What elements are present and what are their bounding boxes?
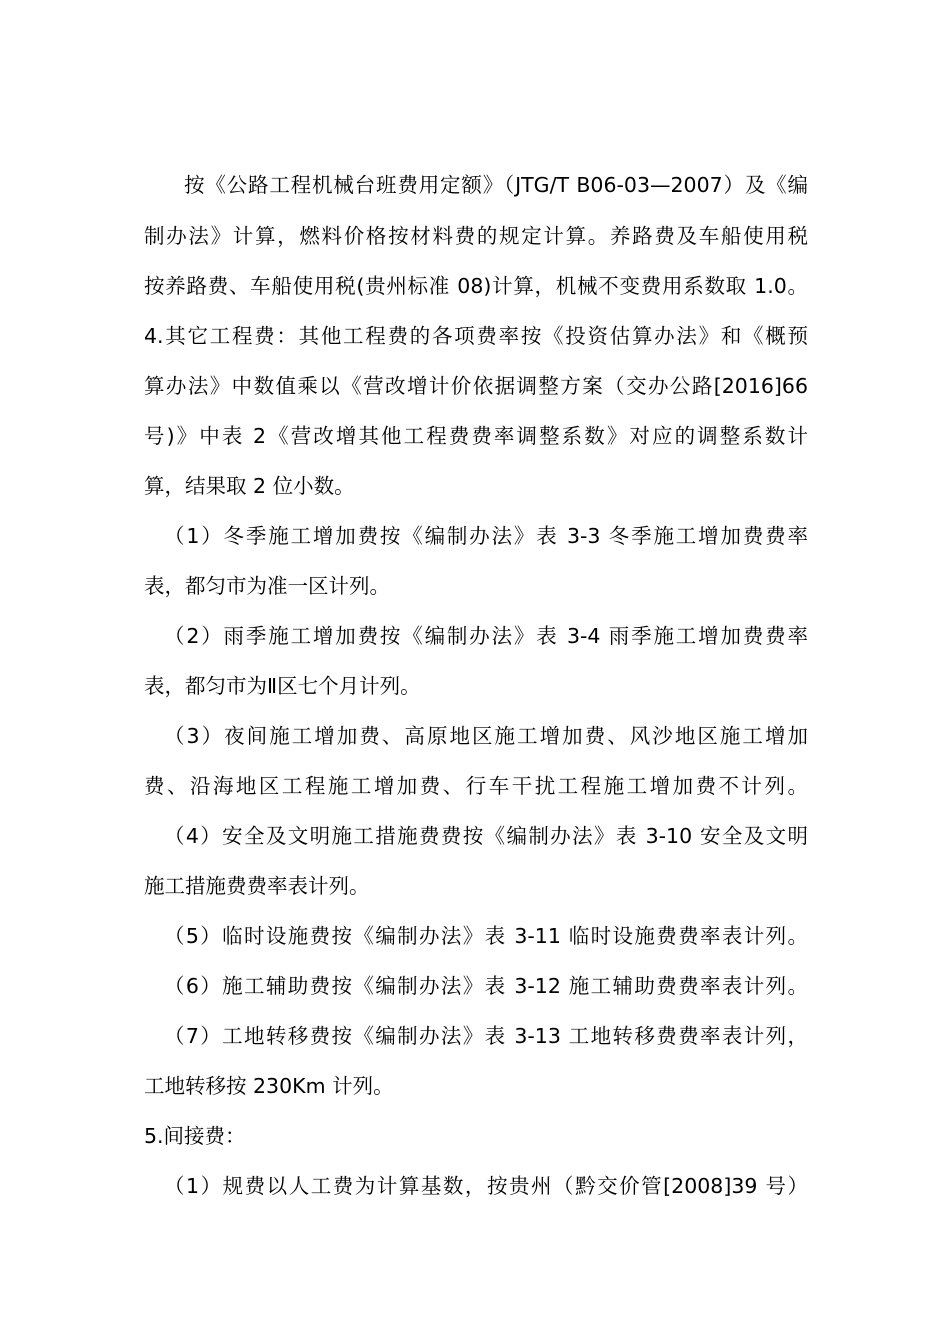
text-line: （1）规费以人工费为计算基数，按贵州（黔交价管[2008]39 号） bbox=[164, 1174, 808, 1198]
text-line: 号)》中表 2《营改增其他工程费费率调整系数》对应的调整系数计 bbox=[144, 424, 808, 448]
text-line: 工地转移按 230Km 计列。 bbox=[144, 1074, 394, 1098]
text-line: （3）夜间施工增加费、高原地区施工增加费、风沙地区施工增加 bbox=[164, 724, 808, 748]
text-line: 表，都匀市为准一区计列。 bbox=[144, 574, 390, 598]
text-line: 制办法》计算，燃料价格按材料费的规定计算。养路费及车船使用税 bbox=[144, 224, 808, 248]
text-line: （1）冬季施工增加费按《编制办法》表 3-3 冬季施工增加费费率 bbox=[164, 524, 808, 548]
text-line: 4.其它工程费：其他工程费的各项费率按《投资估算办法》和《概预 bbox=[144, 324, 808, 348]
text-line: （5）临时设施费按《编制办法》表 3-11 临时设施费费率表计列。 bbox=[164, 924, 808, 948]
text-line: 按《公路工程机械台班费用定额》（JTG/T B06-03—2007）及《编 bbox=[184, 173, 808, 197]
text-line: 施工措施费费率表计列。 bbox=[144, 874, 370, 898]
text-line: 算办法》中数值乘以《营改增计价依据调整方案（交办公路[2016]66 bbox=[144, 374, 808, 398]
text-line: （7）工地转移费按《编制办法》表 3-13 工地转移费费率表计列， bbox=[164, 1024, 808, 1048]
text-line: （4）安全及文明施工措施费费按《编制办法》表 3-10 安全及文明 bbox=[164, 824, 808, 848]
text-line: 按养路费、车船使用税(贵州标准 08)计算，机械不变费用系数取 1.0。 bbox=[144, 274, 808, 298]
section-heading: 5.间接费： bbox=[144, 1124, 246, 1148]
text-line: 费、沿海地区工程施工增加费、行车干扰工程施工增加费不计列。 bbox=[144, 774, 808, 798]
text-line: （2）雨季施工增加费按《编制办法》表 3-4 雨季施工增加费费率 bbox=[164, 624, 808, 648]
text-line: 算，结果取 2 位小数。 bbox=[144, 474, 355, 498]
text-line: （6）施工辅助费按《编制办法》表 3-12 施工辅助费费率表计列。 bbox=[164, 974, 808, 998]
text-line: 表，都匀市为Ⅱ区七个月计列。 bbox=[144, 674, 421, 698]
